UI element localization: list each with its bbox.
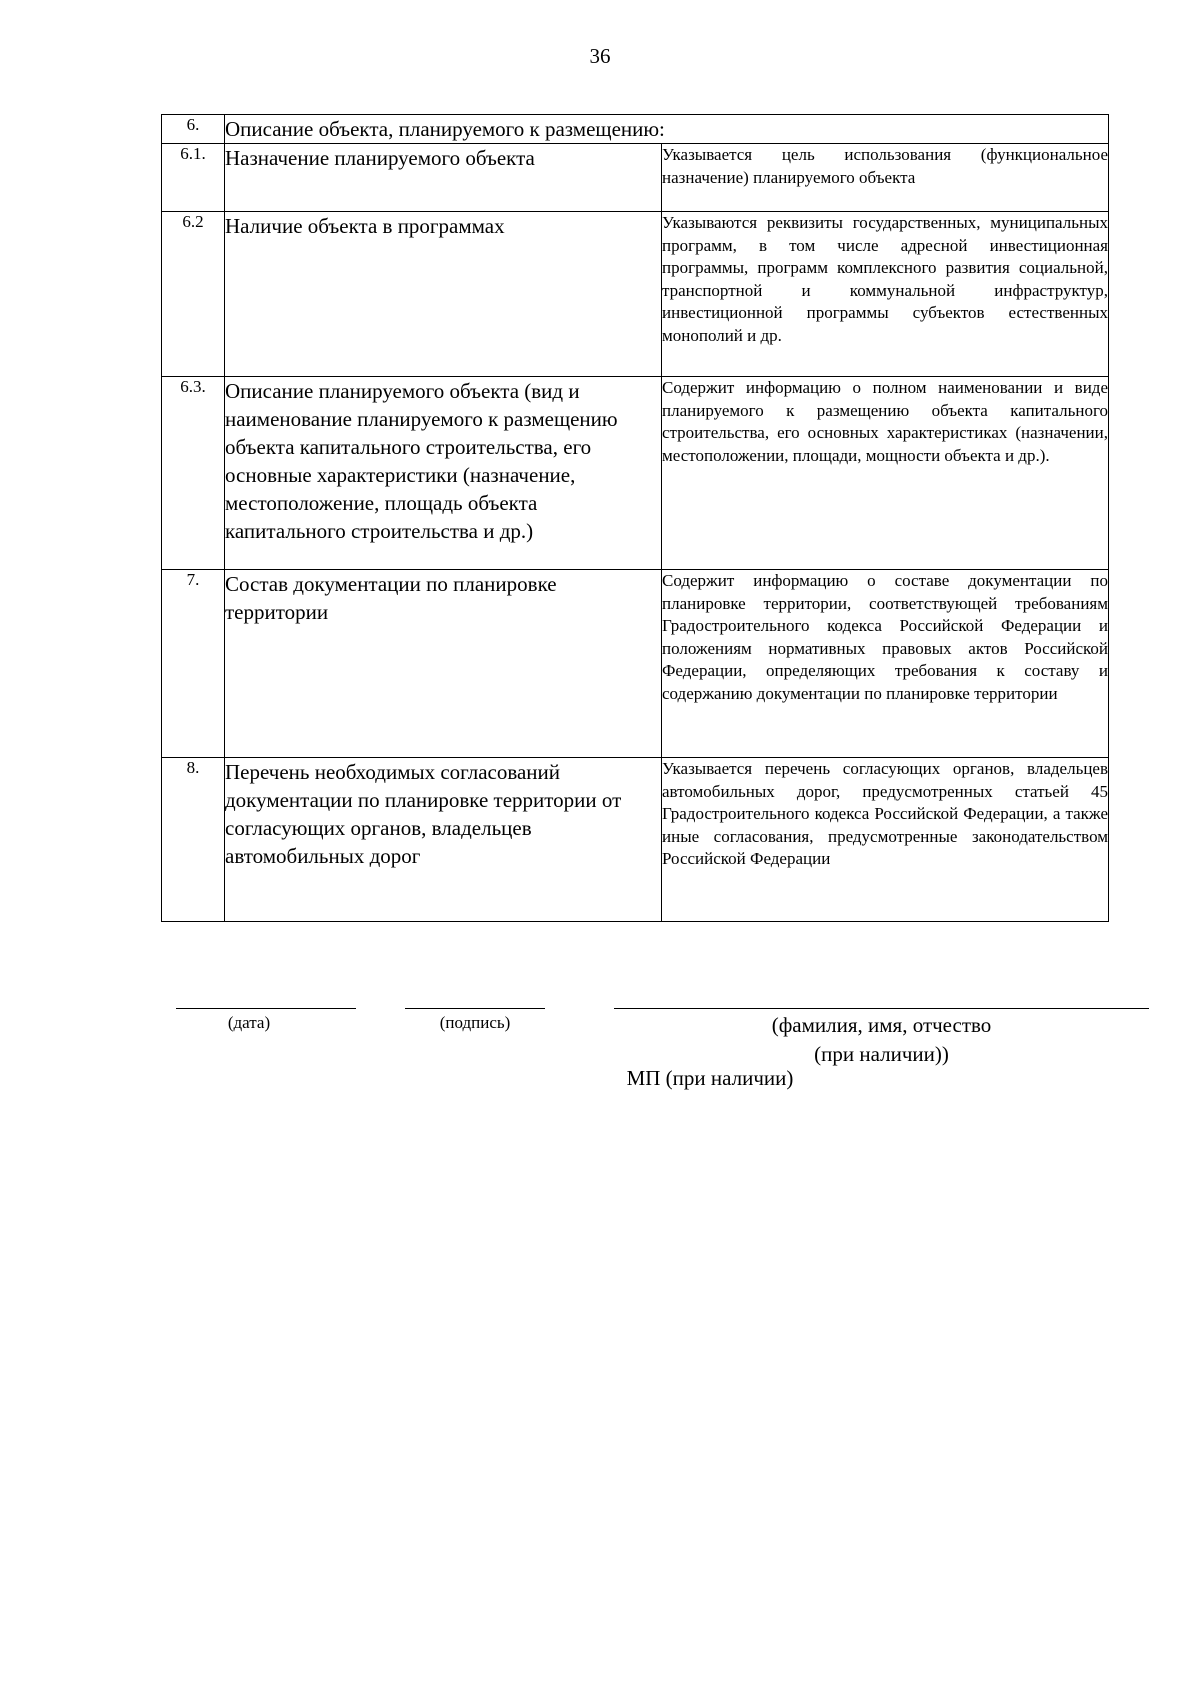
row-name: Наличие объекта в программах	[225, 212, 662, 377]
row-name: Назначение планируемого объекта	[225, 144, 662, 212]
row-number: 6.2	[162, 212, 225, 377]
row-description: Указываются реквизиты государственных, муниципальных программ, в том числе адресной инвестиционная программы, программ комплексного развития социальной, транспортной и коммунальной инфраструктур, инвестиционной программы субъектов естественных монополий и др.	[662, 213, 1108, 345]
fio-label	[614, 1011, 1149, 1069]
requirements-table	[161, 114, 1109, 922]
table-row	[162, 144, 1109, 212]
date-line	[176, 1008, 356, 1009]
table-row	[162, 758, 1109, 922]
row-name: Описание планируемого объекта (вид и наименование планируемого к размещению объекта капитального строительства, его основные характеристики (назначение, местоположение, площадь объекта капитального строительства и др.)	[225, 377, 662, 570]
table-row	[162, 570, 1109, 758]
row-number: 6.	[162, 115, 225, 144]
page-number: 36	[589, 44, 611, 68]
row-number: 8.	[162, 758, 225, 922]
row-description: Содержит информацию о составе документации по планировке территории, соответствующей требованиям Градостроительного кодекса Российской Федерации и положениям нормативных правовых актов Российской Федерации, определяющих требования к составу и содержанию документации по планировке территории	[662, 571, 1108, 703]
fio-line	[614, 1008, 1149, 1009]
row-number: 7.	[162, 570, 225, 758]
row-name: Состав документации по планировке территории	[225, 570, 662, 758]
stamp-label: МП (при наличии)	[626, 1066, 794, 1090]
row-number: 6.1.	[162, 144, 225, 212]
table-row-section-6	[162, 115, 1109, 144]
row-description: Указывается цель использования (функциональное назначение) планируемого объекта	[662, 145, 1108, 187]
section-title: Описание объекта, планируемого к размещению:	[225, 115, 1109, 144]
table-row	[162, 377, 1109, 570]
row-name: Перечень необходимых согласований документации по планировке территории от согласующих органов, владельцев автомобильных дорог	[225, 758, 662, 922]
row-description: Содержит информацию о полном наименовании и виде планируемого к размещению объекта капитального строительства, его основных характеристиках (назначении, местоположении, площади, мощности объекта и др.).	[662, 378, 1108, 465]
table-row	[162, 212, 1109, 377]
signature-line	[405, 1008, 545, 1009]
date-label: (дата)	[227, 1013, 271, 1032]
fio-label-line2: (при наличии))	[814, 1042, 949, 1066]
signature-label: (подпись)	[439, 1013, 511, 1032]
row-number: 6.3.	[162, 377, 225, 570]
row-description: Указывается перечень согласующих органов, владельцев автомобильных дорог, предусмотренных статьей 45 Градостроительного кодекса Российской Федерации, а также иные согласования, предусмотренные законодательством Российской Федерации	[662, 759, 1108, 869]
fio-label-line1: (фамилия, имя, отчество	[771, 1013, 992, 1037]
